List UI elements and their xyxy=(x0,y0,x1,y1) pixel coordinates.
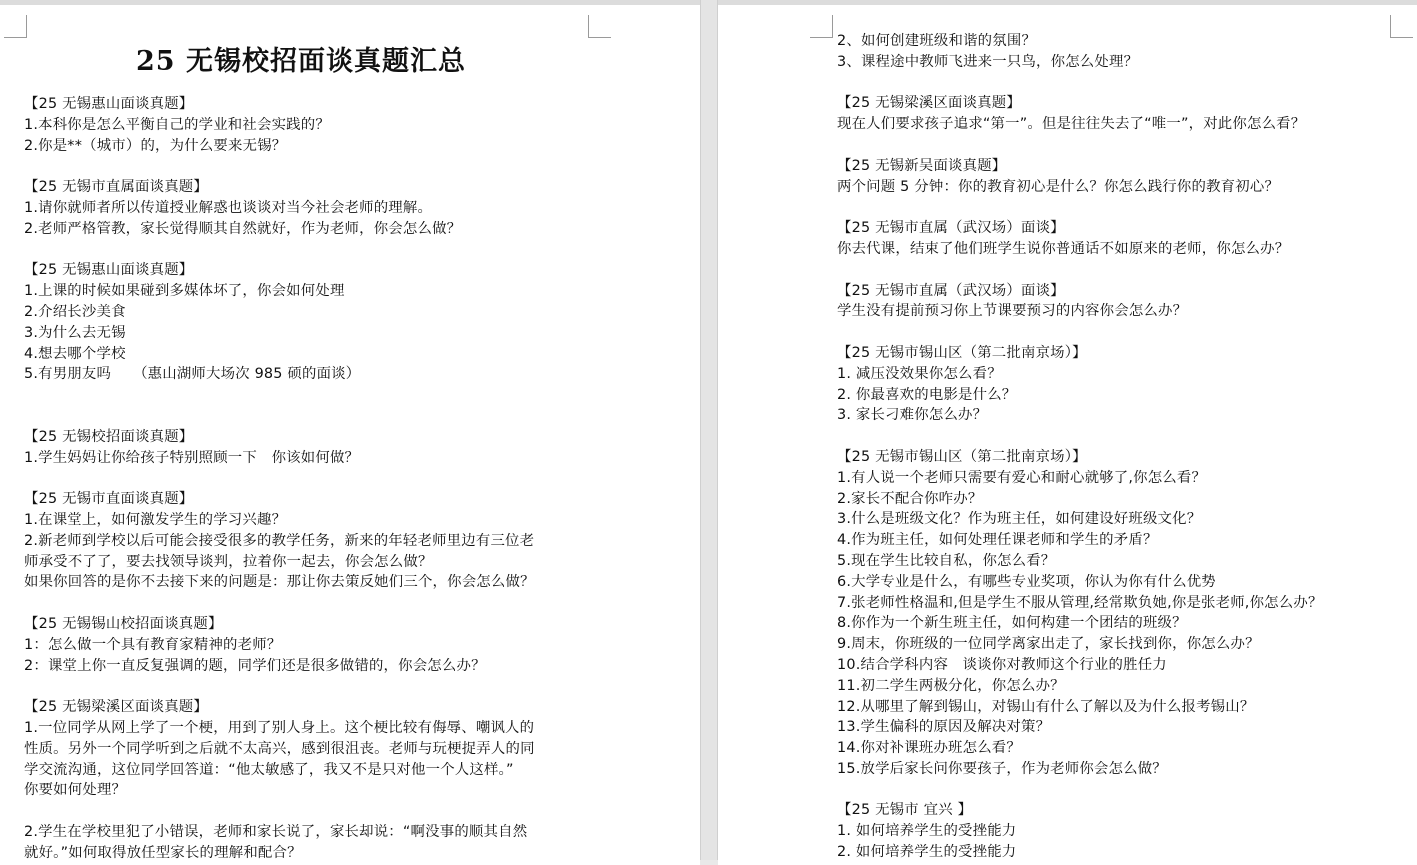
text-line: 1.有人说一个老师只需要有爱心和耐心就够了,你怎么看？ xyxy=(837,469,1207,486)
blank-line xyxy=(24,240,694,261)
text-line: 1.请你就师者所以传道授业解惑也谈谈对当今社会老师的理解。 xyxy=(24,199,433,216)
text-line: 2.介绍长沙美食 xyxy=(24,303,126,320)
text-line: 如果你回答的是你不去接下来的问题是：那让你去策反她们三个，你会怎么做？ xyxy=(24,574,535,591)
text-line: 2.你是**（城市）的，为什么要来无锡？ xyxy=(24,137,287,154)
section-heading: 【25 无锡市锡山区（第二批南京场）】 xyxy=(837,448,1087,465)
margin-corner-mark xyxy=(588,15,611,38)
margin-corner-mark xyxy=(810,15,833,38)
text-line: 1. 如何培养学生的受挫能力 xyxy=(837,823,1017,840)
text-line: 3.什么是班级文化？作为班主任，如何建设好班级文化？ xyxy=(837,511,1202,528)
text-line: 2.老师严格管教，家长觉得顺其自然就好，作为老师，你会怎么做？ xyxy=(24,220,462,237)
right-page-text xyxy=(837,31,1412,863)
text-line: 3. 家长刁难你怎么办？ xyxy=(837,407,988,424)
text-line: 1.本科你是怎么平衡自己的学业和社会实践的？ xyxy=(24,116,330,133)
document-title: 25 无锡校招面谈真题汇总 xyxy=(136,46,466,77)
text-line: 13.学生偏科的原因及解决对策？ xyxy=(837,719,1051,736)
text-line: 7.张老师性格温和,但是学生不服从管理,经常欺负她,你是张老师,你怎么办？ xyxy=(837,594,1323,611)
text-line: 1.上课的时候如果碰到多媒体坏了，你会如何处理 xyxy=(24,283,345,300)
text-line: 2、如何创建班级和谐的氛围？ xyxy=(837,33,1037,49)
blank-line xyxy=(837,135,1412,156)
blank-line xyxy=(24,593,694,614)
text-line: 3、课程途中教师飞进来一只鸟，你怎么处理？ xyxy=(837,53,1139,70)
text-line: 15.放学后家长问你要孩子，作为老师你会怎么做？ xyxy=(837,760,1167,777)
text-line: 6.大学专业是什么，有哪些专业奖项，你认为你有什么优势 xyxy=(837,573,1216,590)
document-page-left xyxy=(0,5,700,865)
text-line: 11.初二学生两极分化，你怎么办？ xyxy=(837,677,1065,694)
blank-line xyxy=(24,468,694,489)
blank-line xyxy=(837,260,1412,281)
blank-line xyxy=(837,197,1412,218)
text-line: 就好。”如何取得放任型家长的理解和配合？ xyxy=(24,844,302,861)
margin-corner-mark xyxy=(4,15,27,38)
text-line: 14.你对补课班办班怎么看？ xyxy=(837,740,1021,757)
text-line: 8.你作为一个新生班主任，如何构建一个团结的班级？ xyxy=(837,615,1187,632)
text-line: 1. 减压没效果你怎么看？ xyxy=(837,365,1002,382)
blank-line xyxy=(837,73,1412,94)
text-line: 1.在课堂上，如何激发学生的学习兴趣？ xyxy=(24,511,287,528)
text-line: 1：怎么做一个具有教育家精神的老师？ xyxy=(24,636,282,653)
text-line: 1.学生妈妈让你给孩子特别照顾一下 你该如何做？ xyxy=(24,449,360,466)
section-heading: 【25 无锡市直属（武汉场）面谈】 xyxy=(837,220,1065,237)
blank-line xyxy=(837,780,1412,801)
blank-line xyxy=(24,676,694,697)
text-line: 你去代课，结束了他们班学生说你普通话不如原来的老师，你怎么办？ xyxy=(837,240,1290,257)
section-heading: 【25 无锡梁溪区面谈真题】 xyxy=(24,699,208,716)
blank-line xyxy=(24,156,694,177)
section-heading: 【25 无锡市锡山区（第二批南京场）】 xyxy=(837,344,1087,361)
section-heading: 【25 无锡市直面谈真题】 xyxy=(24,491,194,508)
blank-line xyxy=(837,426,1412,447)
blank-line xyxy=(837,322,1412,343)
text-line: 5.现在学生比较自私，你怎么看？ xyxy=(837,552,1056,569)
text-line: 2. 如何培养学生的受挫能力 xyxy=(837,844,1017,861)
text-line: 现在人们要求孩子追求“第一”。但是往往失去了“唯一”，对此你怎么看？ xyxy=(837,116,1306,133)
text-line: 师承受不了了，要去找领导谈判，拉着你一起去，你会怎么做？ xyxy=(24,553,433,570)
blank-line xyxy=(24,801,694,822)
section-heading: 【25 无锡锡山校招面谈真题】 xyxy=(24,615,223,632)
text-line: 12.从哪里了解到锡山，对锡山有什么了解以及为什么报考锡山？ xyxy=(837,698,1255,715)
document-page-right xyxy=(718,5,1417,865)
text-line: 2.家长不配合你咋办？ xyxy=(837,490,983,507)
section-heading: 【25 无锡惠山面谈真题】 xyxy=(24,262,194,279)
text-line: 9.周末，你班级的一位同学离家出走了，家长找到你，你怎么办？ xyxy=(837,636,1260,653)
text-line: 2. 你最喜欢的电影是什么？ xyxy=(837,386,1017,403)
text-line: 1.一位同学从网上学了一个梗，用到了别人身上。这个梗比较有侮辱、嘲讽人的 xyxy=(24,719,535,736)
text-line: 2.学生在学校里犯了小错误，老师和家长说了，家长却说：“啊没事的顺其自然 xyxy=(24,823,528,840)
page-gutter xyxy=(700,0,718,860)
section-heading: 【25 无锡新吴面谈真题】 xyxy=(837,157,1007,174)
blank-line xyxy=(24,406,694,427)
section-heading: 【25 无锡梁溪区面谈真题】 xyxy=(837,95,1021,112)
text-line: 4.作为班主任，如何处理任课老师和学生的矛盾？ xyxy=(837,532,1158,549)
section-heading: 【25 无锡市直属面谈真题】 xyxy=(24,179,208,196)
text-line: 2：课堂上你一直反复强调的题，同学们还是很多做错的，你会怎么办？ xyxy=(24,657,486,674)
text-line: 两个问题 5 分钟：你的教育初心是什么？你怎么践行你的教育初心？ xyxy=(837,178,1280,195)
text-line: 你要如何处理？ xyxy=(24,782,127,799)
text-line: 学交流沟通，这位同学回答道：“他太敏感了，我又不是只对他一个人这样。” xyxy=(24,761,514,778)
text-line: 10.结合学科内容 谈谈你对教师这个行业的胜任力 xyxy=(837,656,1167,673)
blank-line xyxy=(24,385,694,406)
text-line: 性质。另外一个同学听到之后就不太高兴，感到很沮丧。老师与玩梗捉弄人的同 xyxy=(24,740,535,757)
text-line: 2.新老师到学校以后可能会接受很多的教学任务，新来的年轻老师里边有三位老 xyxy=(24,532,535,549)
section-heading: 【25 无锡校招面谈真题】 xyxy=(24,428,194,445)
text-line: 3.为什么去无锡 xyxy=(24,324,126,341)
section-heading: 【25 无锡市 宜兴 】 xyxy=(837,802,973,819)
text-line: 4.想去哪个学校 xyxy=(24,345,126,362)
left-page-text xyxy=(24,94,694,863)
text-line: 学生没有提前预习你上节课要预习的内容你会怎么办？ xyxy=(837,303,1188,320)
text-line: 5.有男朋友吗 （惠山湖师大场次 985 硕的面谈） xyxy=(24,366,361,383)
section-heading: 【25 无锡市直属（武汉场）面谈】 xyxy=(837,282,1065,299)
section-heading: 【25 无锡惠山面谈真题】 xyxy=(24,96,194,112)
